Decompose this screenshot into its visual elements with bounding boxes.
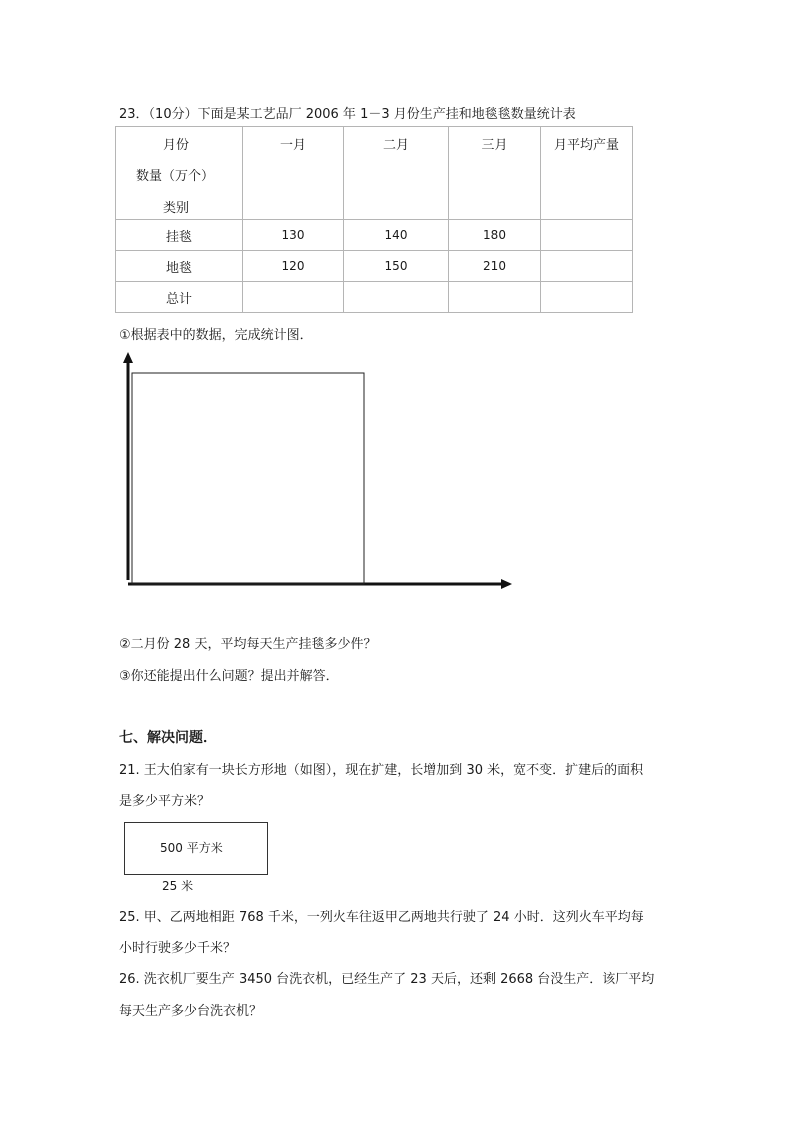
sub-question-2: ②二月份 28 天，平均每天生产挂毯多少件？ (119, 637, 377, 652)
header-march (449, 127, 541, 220)
sub-question-1: ①根据表中的数据，完成统计图． (119, 328, 313, 343)
blank-chart-grid (118, 348, 518, 594)
table-row (116, 220, 633, 251)
row-label: 挂毯 (116, 220, 243, 251)
table-row (116, 251, 633, 282)
y-axis-arrow-icon (123, 352, 133, 363)
table-header-row (116, 127, 633, 220)
question-21-line-1: 21. 王大伯家有一块长方形地（如图），现在扩建，长增加到 30 米，宽不变．扩建后的面积 (119, 763, 644, 778)
header-february (344, 127, 449, 220)
question-26-line-1: 26. 洗衣机厂要生产 3450 台洗衣机，已经生产了 23 天后，还剩 2668 台没生产．该厂平均 (119, 972, 655, 987)
table-cell (344, 282, 449, 313)
table-cell: 140 (344, 220, 449, 251)
table-cell: 150 (344, 251, 449, 282)
row-label: 地毯 (116, 251, 243, 282)
table-cell (449, 282, 541, 313)
header-monthly-average-label: 月平均产量 (553, 138, 619, 153)
table-row (116, 282, 633, 313)
corner-label-category: 类别 (163, 201, 190, 216)
question-25-line-2: 小时行驶多少千米？ (119, 941, 237, 956)
header-monthly-average (541, 127, 633, 220)
sub-question-3: ③你还能提出什么问题？提出并解答． (119, 669, 339, 684)
table-cell (541, 282, 633, 313)
header-march-label: 三月 (481, 138, 508, 153)
table-cell: 210 (449, 251, 541, 282)
section-7-title: 七、解决问题． (119, 730, 217, 746)
table-cell: 180 (449, 220, 541, 251)
x-axis-arrow-icon (501, 579, 512, 589)
production-stats-table (115, 126, 633, 313)
table-corner-cell (116, 127, 243, 220)
question-25-line-1: 25. 甲、乙两地相距 768 千米，一列火车往返甲乙两地共行驶了 24 小时．这列火车平均每 (119, 910, 644, 925)
corner-label-quantity: 数量（万个） (136, 169, 215, 184)
chart-plot-area (132, 373, 364, 584)
table-cell (541, 220, 633, 251)
corner-label-month: 月份 (163, 138, 190, 153)
figure-area-label: 500 平方米 (160, 841, 223, 855)
table-cell (243, 282, 344, 313)
table-cell: 120 (243, 251, 344, 282)
table-cell (541, 251, 633, 282)
question-26-line-2: 每天生产多少台洗衣机？ (119, 1004, 263, 1019)
header-january (243, 127, 344, 220)
table-cell: 130 (243, 220, 344, 251)
question-21-line-2: 是多少平方米？ (119, 794, 211, 809)
row-label: 总计 (116, 282, 243, 313)
header-january-label: 一月 (279, 138, 306, 153)
header-february-label: 二月 (382, 138, 409, 153)
figure-length-label: 25 米 (162, 879, 194, 893)
question-23-title: 23．（10分）下面是某工艺品厂 2006 年 1－3 月份生产挂和地毯毯数量统计表 (119, 107, 576, 122)
